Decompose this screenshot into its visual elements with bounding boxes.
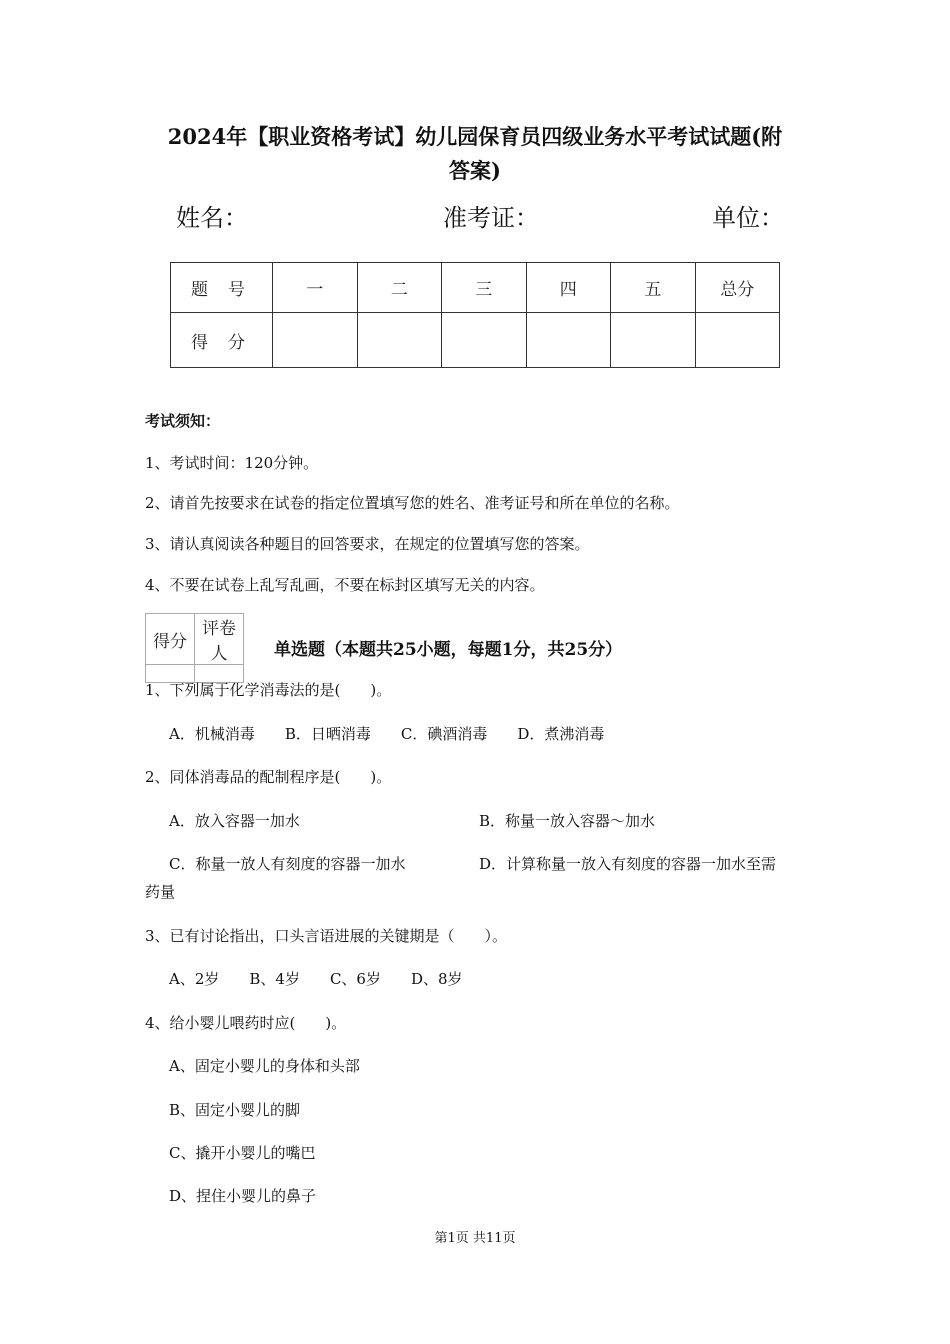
notice-item: 4、不要在试卷上乱写乱画，不要在标封区填写无关的内容。 xyxy=(145,576,545,594)
name-label: 姓名： xyxy=(176,204,248,232)
notice-item: 2、请首先按要求在试卷的指定位置填写您的姓名、准考证号和所在单位的名称。 xyxy=(145,494,680,512)
question-option: A．放入容器一加水 xyxy=(169,812,300,830)
question-number-header: 题号 xyxy=(171,263,273,313)
question-options: A、2岁 B、4岁 C、6岁 D、8岁 xyxy=(169,970,463,988)
page-footer: 第1页 共11页 xyxy=(434,1231,516,1246)
exam-number-label: 准考证： xyxy=(443,204,539,232)
grader-score-label: 得分 xyxy=(146,614,195,665)
score-cell xyxy=(611,313,696,368)
column-header: 二 xyxy=(357,263,442,313)
exam-title-line1: 2024年【职业资格考试】幼儿园保育员四级业务水平考试试题(附 xyxy=(167,124,783,149)
question-options: A．机械消毒 B．日晒消毒 C．碘酒消毒 D．煮沸消毒 xyxy=(169,725,605,743)
score-cell xyxy=(695,313,780,368)
unit-label: 单位： xyxy=(712,204,784,232)
question-stem: 2、同体消毒品的配制程序是( )。 xyxy=(145,768,392,786)
question-option: B．称量一放入容器～加水 xyxy=(479,812,656,830)
section-title: 单选题（本题共25小题，每题1分，共25分） xyxy=(274,640,623,660)
exam-title xyxy=(120,120,830,188)
exam-title-line2: 答案) xyxy=(449,158,501,183)
question-stem: 3、已有讨论指出，口头言语进展的关键期是（ ）。 xyxy=(145,927,508,945)
question-stem: 1、下列属于化学消毒法的是( )。 xyxy=(145,681,392,699)
question-option: D、捏住小婴儿的鼻子 xyxy=(169,1187,317,1205)
question-option: A、固定小婴儿的身体和头部 xyxy=(169,1057,360,1075)
column-header: 五 xyxy=(611,263,696,313)
question-stem: 4、给小婴儿喂药时应( )。 xyxy=(145,1014,347,1032)
score-cell xyxy=(442,313,527,368)
question-option: D．计算称量一放入有刻度的容器一加水至需 xyxy=(479,855,777,873)
score-header: 得分 xyxy=(171,313,273,368)
grader-name-label: 评卷人 xyxy=(195,614,244,665)
notice-item: 3、请认真阅读各种题目的回答要求，在规定的位置填写您的答案。 xyxy=(145,535,590,553)
column-header: 总分 xyxy=(695,263,780,313)
column-header: 四 xyxy=(526,263,611,313)
score-cell xyxy=(273,313,358,368)
notice-item: 1、考试时间：120分钟。 xyxy=(145,454,319,472)
question-option: B、固定小婴儿的脚 xyxy=(169,1101,301,1119)
grader-table xyxy=(145,613,244,683)
score-table-score-row xyxy=(171,313,780,368)
score-table-header-row xyxy=(171,263,780,313)
score-table xyxy=(170,262,780,368)
score-cell xyxy=(357,313,442,368)
question-option: C、撬开小婴儿的嘴巴 xyxy=(169,1144,316,1162)
question-option: C．称量一放人有刻度的容器一加水 xyxy=(169,855,406,873)
question-option-continuation: 药量 xyxy=(145,883,176,901)
column-header: 一 xyxy=(273,263,358,313)
score-cell xyxy=(526,313,611,368)
column-header: 三 xyxy=(442,263,527,313)
notice-heading: 考试须知： xyxy=(145,412,221,430)
